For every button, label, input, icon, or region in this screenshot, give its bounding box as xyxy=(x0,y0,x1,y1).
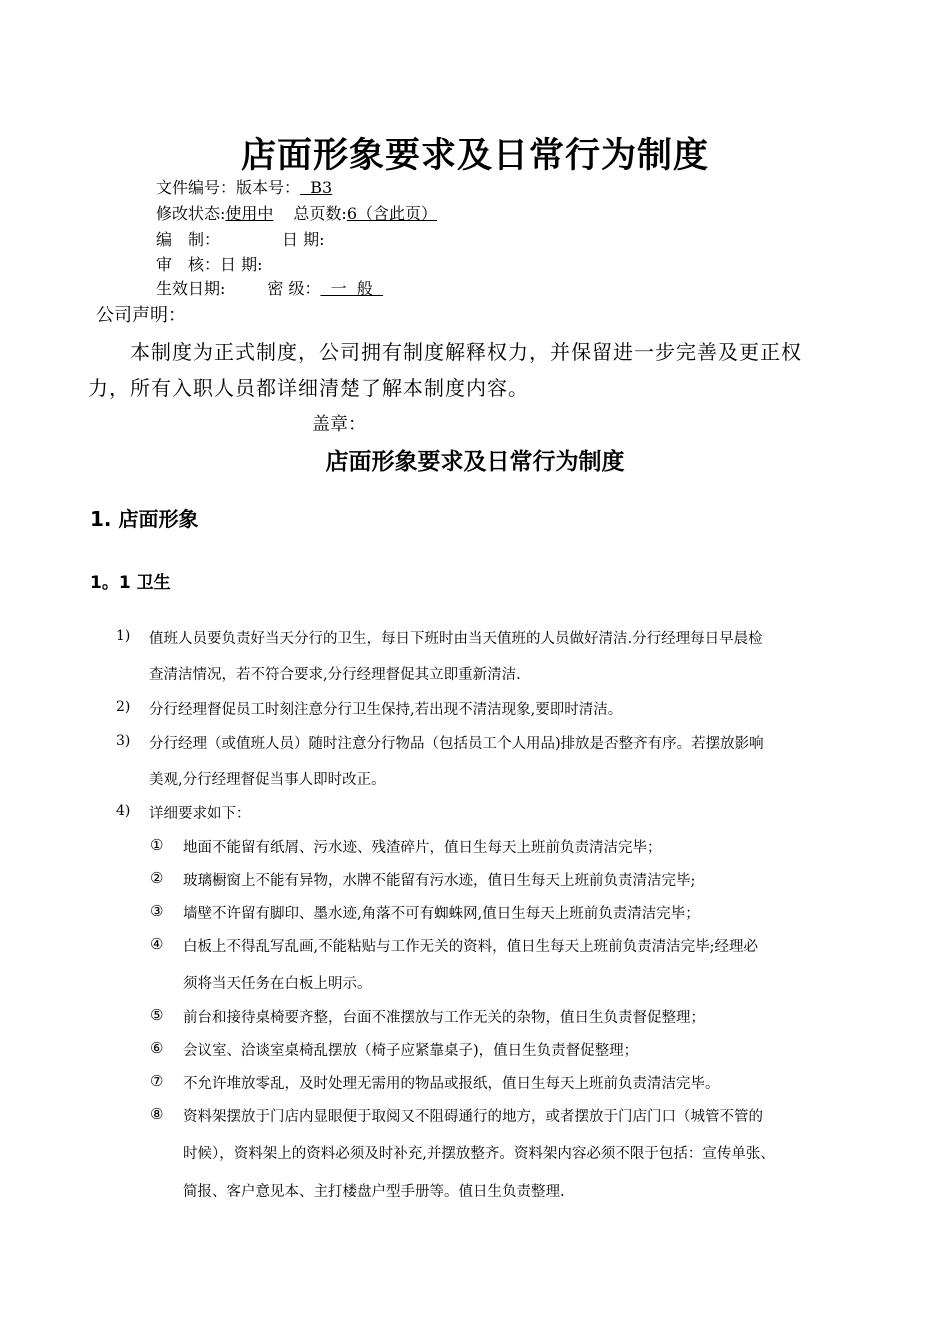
detail-line: 时候），资料架上的资料必须及时补充,并摆放整齐。资料架内容必须不限于包括：宣传单张、 xyxy=(183,1146,775,1162)
item-line: 分行经理（或值班人员）随时注意分行物品（包括员工个人用品)排放是否整齐有序。若摆放影响 xyxy=(149,736,764,752)
detail-line: 白板上不得乱写乱画,不能粘贴与工作无关的资料，值日生每天上班前负责清洁完毕;经理必 xyxy=(183,939,758,955)
version-value: B3 xyxy=(300,178,333,197)
declaration-line-1: 本制度为正式制度，公司拥有制度解释权力，并保留进一步完善及更正权 xyxy=(130,340,802,364)
security-label: 密 级： xyxy=(267,279,321,298)
document-title: 店面形象要求及日常行为制度 xyxy=(240,136,709,176)
item-number: 2) xyxy=(116,699,131,715)
detail-line: 不允许堆放零乱，及时处理无需用的物品或报纸，值日生每天上班前负责清洁完毕。 xyxy=(183,1076,720,1092)
item-number: 4) xyxy=(116,803,131,819)
detail-marker: ⑥ xyxy=(150,1039,164,1057)
detail-line: 地面不能留有纸屑、污水迹、残渣碎片，值日生每天上班前负责清洁完毕； xyxy=(183,840,662,856)
meta-effective xyxy=(156,276,383,299)
item-number: 3) xyxy=(116,733,131,749)
detail-marker: ④ xyxy=(150,935,164,953)
detail-line: 须将当天任务在白板上明示。 xyxy=(183,976,372,992)
declaration-line-2: 力，所有入职人员都详细清楚了解本制度内容。 xyxy=(88,376,529,400)
status-value: 使用中 xyxy=(225,204,274,223)
file-no-label: 文件编号：版本号： xyxy=(156,178,301,197)
detail-line: 玻璃橱窗上不能有异物，水牌不能留有污水迹，值日生每天上班前负责清洁完毕; xyxy=(183,873,696,889)
meta-status xyxy=(156,201,437,224)
author-label: 编 制： xyxy=(156,230,221,249)
section-heading-store-image: 1. 店面形象 xyxy=(90,507,199,531)
detail-marker: ② xyxy=(150,869,164,887)
detail-marker: ⑧ xyxy=(150,1105,164,1123)
detail-marker: ⑦ xyxy=(150,1072,164,1090)
declaration-heading: 公司声明： xyxy=(96,305,186,326)
security-value: 一 般 xyxy=(320,279,384,298)
pages-label: 总页数: xyxy=(293,204,347,223)
meta-review xyxy=(156,252,262,275)
detail-line: 墙壁不许留有脚印、墨水迹,角落不可有蜘蛛网,值日生每天上班前负责清洁完毕； xyxy=(183,906,700,922)
status-label: 修改状态: xyxy=(156,204,226,223)
pages-value: 6（含此页） xyxy=(346,204,438,223)
detail-marker: ③ xyxy=(150,902,164,920)
effective-label: 生效日期: xyxy=(156,279,226,298)
meta-author xyxy=(156,227,325,250)
detail-line: 前台和接待桌椅要齐整，台面不准摆放与工作无关的杂物，值日生负责督促整理； xyxy=(183,1010,705,1026)
detail-line: 会议室、洽谈室桌椅乱摆放（椅子应紧靠桌子)，值日生负责督促整理； xyxy=(183,1043,639,1059)
item-line: 分行经理督促员工时刻注意分行卫生保持,若出现不清洁现象,要即时清洁。 xyxy=(149,702,623,718)
detail-line: 简报、客户意见本、主打楼盘户型手册等。值日生负责整理. xyxy=(183,1184,565,1200)
document-subtitle: 店面形象要求及日常行为制度 xyxy=(325,449,625,475)
item-line: 详细要求如下： xyxy=(149,806,251,822)
item-line: 值班人员要负责好当天分行的卫生，每日下班时由当天值班的人员做好清洁.分行经理每日早晨检 xyxy=(149,631,763,647)
item-number: 1) xyxy=(116,628,131,644)
detail-line: 资料架摆放于门店内显眼便于取阅又不阻碍通行的地方，或者摆放于门店门口（城管不管的 xyxy=(183,1109,763,1125)
seal-label: 盖章： xyxy=(312,414,366,435)
meta-file-version xyxy=(156,175,332,198)
review-label: 审 核：日 期: xyxy=(156,255,263,274)
author-date-label: 日 期: xyxy=(282,230,325,249)
subsection-heading-hygiene: 1。1 卫生 xyxy=(90,573,171,593)
item-line: 查清洁情况，若不符合要求,分行经理督促其立即重新清洁. xyxy=(149,667,521,683)
item-line: 美观,分行经理督促当事人即时改正。 xyxy=(149,772,386,788)
detail-marker: ① xyxy=(150,836,164,854)
detail-marker: ⑤ xyxy=(150,1006,164,1024)
